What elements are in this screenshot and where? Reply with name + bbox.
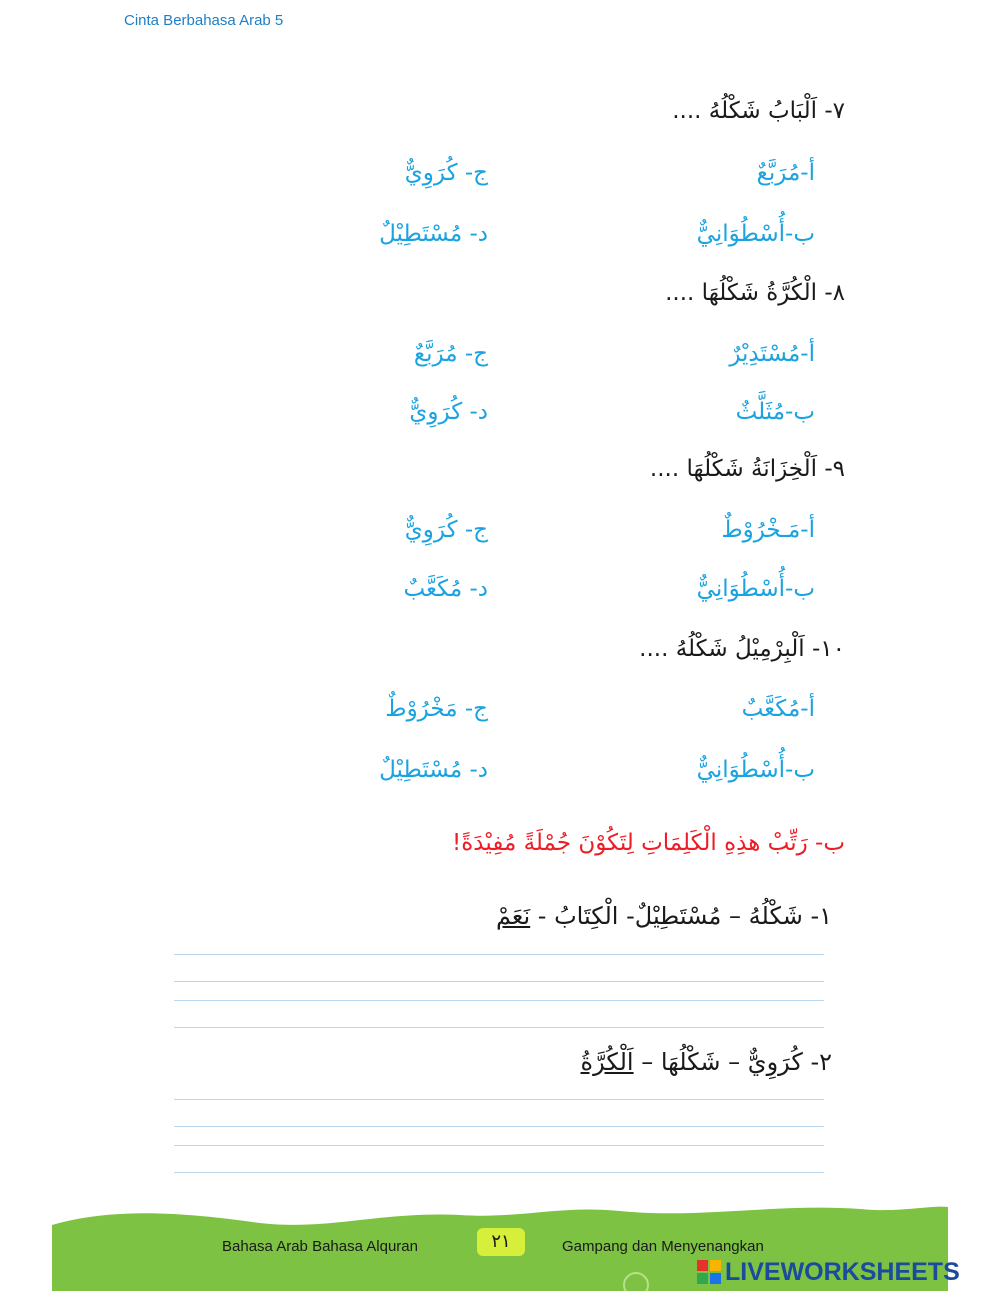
option-d[interactable]: د- كُرَوِيٌّ <box>409 399 488 425</box>
option-letter: أ- <box>800 696 815 722</box>
option-letter: ب- <box>785 399 815 425</box>
answer-line[interactable] <box>174 954 824 955</box>
option-a[interactable] <box>655 517 815 543</box>
answer-line[interactable] <box>174 981 824 982</box>
option-d[interactable]: د- مُسْتَطِيْلٌ <box>379 757 488 783</box>
option-d[interactable]: د- مُكَعَّبٌ <box>403 576 488 602</box>
liveworksheets-icon <box>697 1260 721 1284</box>
arrange-underlined-word: نَعَمْ <box>495 902 531 930</box>
arrange-item-1 <box>496 902 832 930</box>
option-d[interactable]: د- مُسْتَطِيْلٌ <box>379 221 488 247</box>
option-letter: ب- <box>785 757 815 783</box>
option-letter: أ- <box>800 341 815 367</box>
liveworksheets-logo[interactable] <box>697 1258 997 1286</box>
option-b[interactable] <box>655 576 815 602</box>
question-9: ٩- اَلْخِزَانَةُ شَكْلُهَا .... <box>649 456 845 482</box>
option-word: أُسْطُوَانِيٌّ <box>696 757 786 783</box>
option-c[interactable]: ج- كُرَوِيٌّ <box>404 160 488 186</box>
section-b-instruction: ب- رَتِّبْ هذِهِ الْكَلِمَاتِ لِتَكُوْنَ جُمْلَةً مُفِيْدَةً! <box>452 830 845 856</box>
option-word: أُسْطُوَانِيٌّ <box>696 576 786 602</box>
book-title: Cinta Berbahasa Arab 5 <box>124 12 284 29</box>
footer-left-text: Bahasa Arab Bahasa Alquran <box>222 1238 418 1255</box>
arrange-words: ٢- كُرَوِيٌّ – شَكْلُهَا – <box>633 1048 832 1076</box>
arrange-underlined-word: اَلْكُرَّةُ <box>580 1048 634 1076</box>
option-letter: أ- <box>800 517 815 543</box>
option-c[interactable]: ج- مَخْرُوْطٌ <box>385 696 488 722</box>
footer-right-text: Gampang dan Menyenangkan <box>562 1238 764 1255</box>
option-word: مُرَبَّعٌ <box>756 160 801 186</box>
option-a[interactable] <box>655 696 815 722</box>
answer-line[interactable] <box>174 1145 824 1146</box>
answer-line[interactable] <box>174 1099 824 1100</box>
answer-line[interactable] <box>174 1172 824 1173</box>
answer-line[interactable] <box>174 1000 824 1001</box>
option-a[interactable] <box>655 160 815 186</box>
option-word: مُسْتَدِيْرٌ <box>729 341 801 367</box>
question-8: ٨- الْكُرَّةُ شَكْلُهَا .... <box>665 280 845 306</box>
option-letter: ب- <box>785 576 815 602</box>
option-c[interactable]: ج- كُرَوِيٌّ <box>404 517 488 543</box>
question-7: ٧- اَلْبَابُ شَكْلُهُ .... <box>672 98 845 124</box>
arrange-words: ١- شَكْلُهُ – مُسْتَطِيْلٌ- الْكِتَابُ - <box>530 902 832 930</box>
answer-line[interactable] <box>174 1027 824 1028</box>
arrange-item-2 <box>581 1048 832 1076</box>
question-10: ١٠- اَلْبِرْمِيْلُ شَكْلُهُ .... <box>639 636 845 662</box>
option-letter: أ- <box>800 160 815 186</box>
option-word: مُكَعَّبٌ <box>741 696 801 722</box>
option-c[interactable]: ج- مُرَبَّعٌ <box>413 341 488 367</box>
option-word: مَـخْرُوْطٌ <box>721 517 801 543</box>
option-letter: ب- <box>785 221 815 247</box>
option-b[interactable] <box>655 221 815 247</box>
page-number: ٢١ <box>477 1228 525 1256</box>
answer-line[interactable] <box>174 1126 824 1127</box>
option-b[interactable] <box>655 399 815 425</box>
option-word: أُسْطُوَانِيٌّ <box>696 221 786 247</box>
option-b[interactable] <box>655 757 815 783</box>
liveworksheets-wordmark: LIVEWORKSHEETS <box>725 1258 960 1286</box>
option-word: مُثَلَّثٌ <box>735 399 786 425</box>
option-a[interactable] <box>655 341 815 367</box>
